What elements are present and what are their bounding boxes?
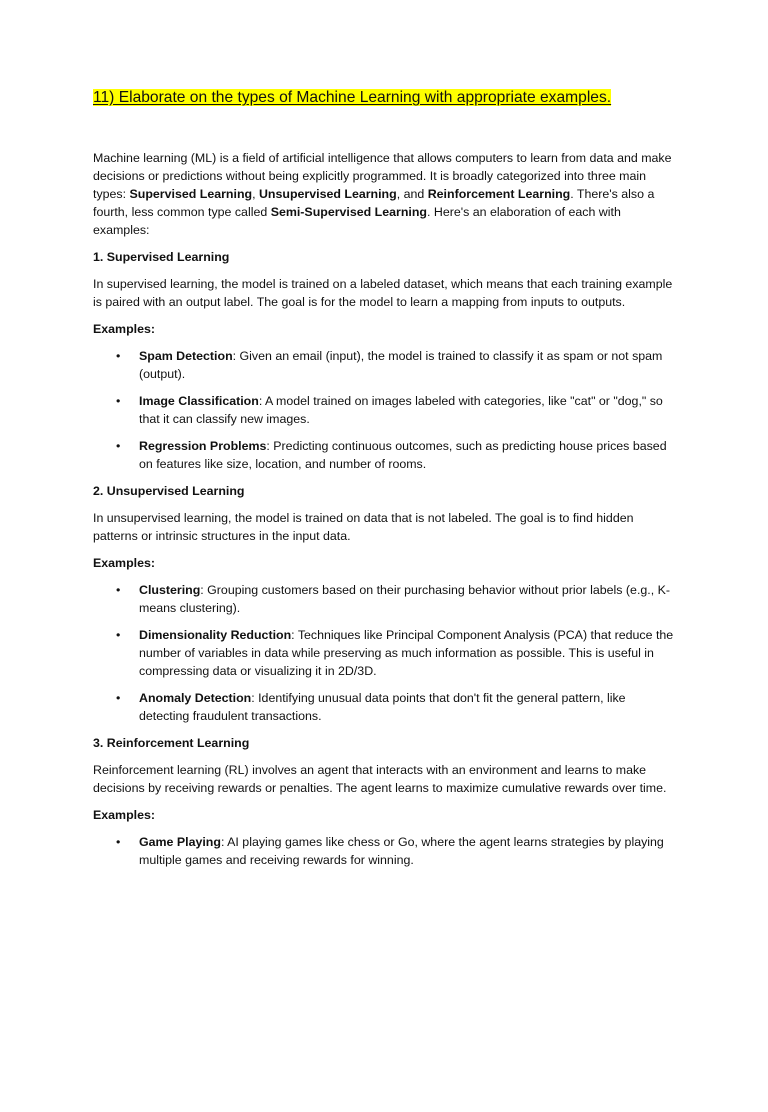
example-desc: : AI playing games like chess or Go, where the agent learns strategies by playing multiple games and receiving rewards for winning.: [139, 835, 664, 867]
example-term: Spam Detection: [139, 349, 233, 363]
example-term: Regression Problems: [139, 439, 267, 453]
example-term: Image Classification: [139, 394, 259, 408]
example-list: [93, 833, 676, 869]
bullet-icon: •: [116, 583, 121, 597]
page-title-text: 11) Elaborate on the types of Machine Learning with appropriate examples.: [93, 89, 612, 106]
examples-label: Examples:: [93, 808, 155, 822]
intro-text: Machine learning (ML) is a field of artificial intelligence that allows computers to learn from data and make decisions or predictions without being explicitly programmed. It is broadly categorized into three main types:: [93, 151, 672, 201]
intro-term-supervised: Supervised Learning: [129, 187, 253, 201]
document-page: [0, 88, 768, 1112]
example-list: [93, 581, 676, 725]
section-heading: 1. Supervised Learning: [93, 250, 230, 264]
list-item: [93, 437, 676, 473]
bullet-icon: •: [116, 349, 121, 363]
section-unsupervised: [93, 482, 676, 725]
intro-text: . Here's an elaboration of each with examples:: [93, 205, 621, 237]
example-desc: : Grouping customers based on their purchasing behavior without prior labels (e.g., K-means clustering).: [139, 583, 670, 615]
page-title: [93, 88, 676, 108]
example-list: [93, 347, 676, 473]
example-term: Anomaly Detection: [139, 691, 252, 705]
intro-text: . There's also a fourth, less common type called: [93, 187, 655, 219]
list-item: [93, 581, 676, 617]
section-reinforcement: [93, 734, 676, 869]
bullet-icon: •: [116, 439, 121, 453]
list-item: [93, 833, 676, 869]
section-paragraph: Reinforcement learning (RL) involves an agent that interacts with an environment and learns to make decisions by receiving rewards or penalties. The agent learns to maximize cumulative rewards over time.: [93, 763, 667, 795]
intro-text: ,: [252, 187, 259, 201]
intro-text: , and: [396, 187, 428, 201]
example-desc: : Identifying unusual data points that don't fit the general pattern, like detecting fraudulent transactions.: [139, 691, 626, 723]
bullet-icon: •: [116, 394, 121, 408]
list-item: [93, 347, 676, 383]
intro-term-semi-supervised: Semi-Supervised Learning: [270, 205, 427, 219]
list-item: [93, 626, 676, 680]
section-paragraph: In supervised learning, the model is trained on a labeled dataset, which means that each training example is paired with an output label. The goal is for the model to learn a mapping from inputs to outputs.: [93, 277, 673, 309]
bullet-icon: •: [116, 691, 121, 705]
example-desc: : Given an email (input), the model is trained to classify it as spam or not spam (output).: [139, 349, 663, 381]
intro-paragraph: [93, 149, 676, 239]
intro-term-reinforcement: Reinforcement Learning: [427, 187, 571, 201]
example-desc: : Predicting continuous outcomes, such as predicting house prices based on features like size, location, and number of rooms.: [139, 439, 667, 471]
example-desc: : Techniques like Principal Component Analysis (PCA) that reduce the number of variables in data while preserving as much information as possible. This is useful in compressing data or visualizing it in 2D/3D.: [139, 628, 674, 678]
examples-label: Examples:: [93, 322, 155, 336]
example-desc: : A model trained on images labeled with categories, like "cat" or "dog," so that it can classify new images.: [139, 394, 663, 426]
list-item: [93, 392, 676, 428]
example-term: Dimensionality Reduction: [139, 628, 292, 642]
list-item: [93, 689, 676, 725]
examples-label: Examples:: [93, 556, 155, 570]
example-term: Clustering: [139, 583, 201, 597]
section-heading: 2. Unsupervised Learning: [93, 484, 245, 498]
section-supervised: [93, 248, 676, 473]
section-heading: 3. Reinforcement Learning: [93, 736, 250, 750]
bullet-icon: •: [116, 835, 121, 849]
example-term: Game Playing: [139, 835, 221, 849]
section-paragraph: In unsupervised learning, the model is trained on data that is not labeled. The goal is to find hidden patterns or intrinsic structures in the input data.: [93, 511, 634, 543]
bullet-icon: •: [116, 628, 121, 642]
intro-term-unsupervised: Unsupervised Learning: [258, 187, 397, 201]
